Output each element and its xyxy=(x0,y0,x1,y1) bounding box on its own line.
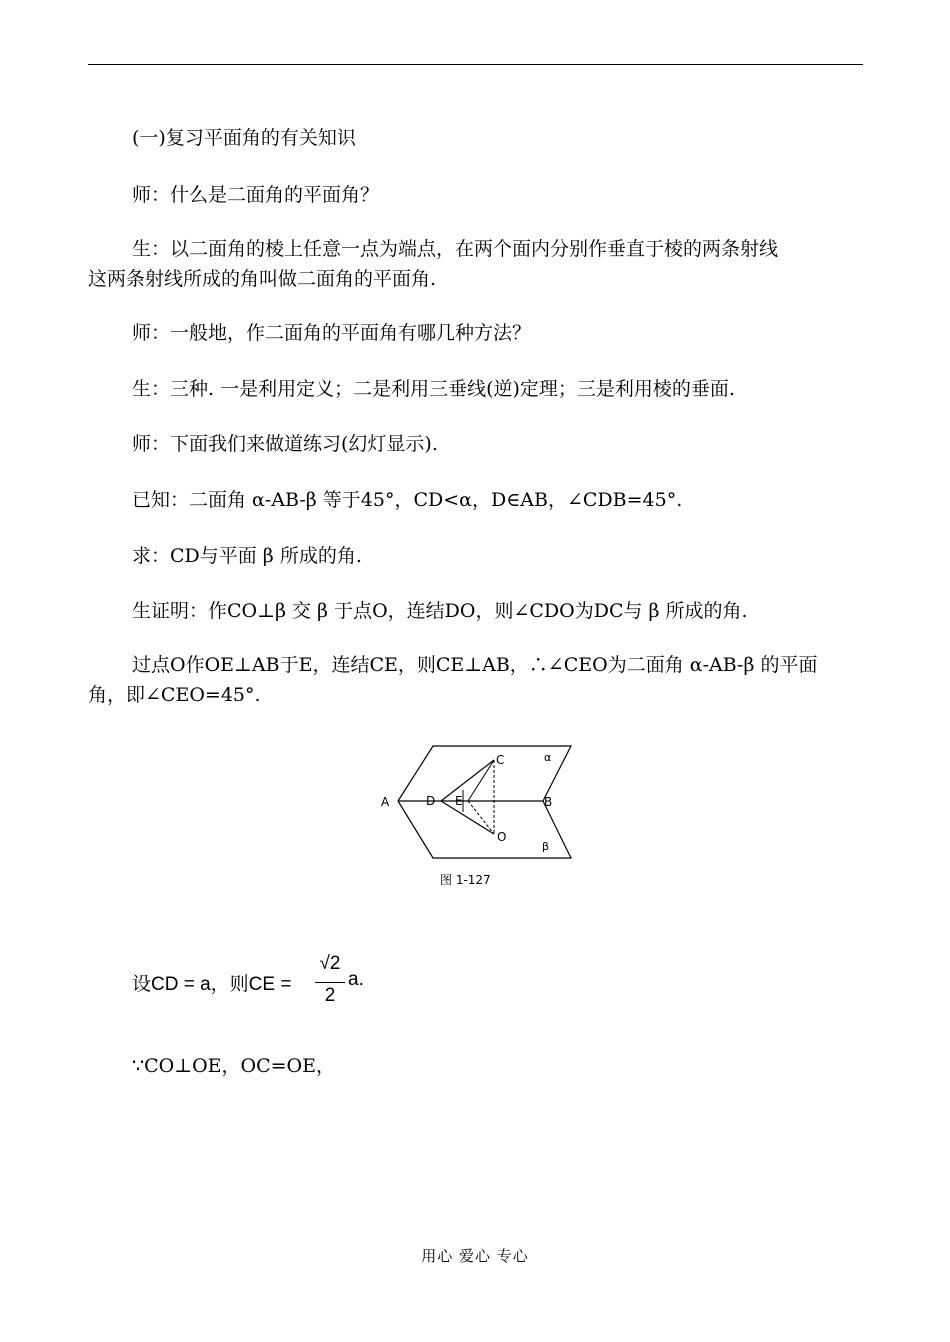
label-o: O xyxy=(497,830,507,844)
teacher-exercise-intro: 师：下面我们来做道练习(幻灯显示). xyxy=(132,433,438,455)
fraction-bar xyxy=(315,982,345,983)
label-alpha: α xyxy=(544,751,552,764)
label-a: A xyxy=(381,795,390,809)
segment-eo xyxy=(468,801,494,834)
given-statement: 已知：二面角 α-AB-β 等于45°，CD<α，D∈AB，∠CDB=45°. xyxy=(132,489,683,511)
proof-line-1: 生证明：作CO⊥β 交 β 于点O，连结DO，则∠CDO为DC与 β 所成的角. xyxy=(132,600,748,622)
label-beta: β xyxy=(542,840,550,853)
header-rule xyxy=(88,64,863,65)
segment-do xyxy=(441,801,494,834)
find-statement: 求：CD与平面 β 所成的角. xyxy=(132,545,362,567)
student-answer-1b: 这两条射线所成的角叫做二面角的平面角. xyxy=(88,268,437,290)
teacher-question-1: 师：什么是二面角的平面角？ xyxy=(132,184,380,206)
figure-caption: 图 1-127 xyxy=(440,873,491,887)
label-d: D xyxy=(426,794,436,808)
proof-line-2a: 过点O作OE⊥AB于E，连结CE，则CE⊥AB，∴∠CEO为二面角 α-AB-β 的平面 xyxy=(132,654,818,676)
formula-suffix: a. xyxy=(348,969,364,990)
dihedral-diagram xyxy=(376,742,576,892)
proof-line-2b: 角，即∠CEO=45°. xyxy=(88,684,261,706)
formula-prefix: 设CD = a，则CE = xyxy=(132,974,292,995)
fraction-numerator: √2 xyxy=(319,953,341,974)
student-answer-2: 生：三种. 一是利用定义；二是利用三垂线(逆)定理；三是利用棱的垂面. xyxy=(132,378,735,400)
label-e: E xyxy=(455,794,463,808)
fraction-denominator: 2 xyxy=(324,985,336,1006)
teacher-question-2: 师：一般地，作二面角的平面角有哪几种方法？ xyxy=(132,322,532,344)
student-answer-1a: 生：以二面角的棱上任意一点为端点，在两个面内分别作垂直于棱的两条射线 xyxy=(132,238,779,260)
label-b: B xyxy=(544,795,553,809)
page-footer: 用心 爱心 专心 xyxy=(421,1247,529,1265)
segment-ce xyxy=(468,760,494,801)
proof-line-3: ∵CO⊥OE，OC=OE， xyxy=(132,1055,335,1077)
segment-cd xyxy=(441,760,494,801)
label-c: C xyxy=(496,753,505,767)
figure-dihedral-angle xyxy=(376,742,576,892)
heading-review: (一)复习平面角的有关知识 xyxy=(132,127,356,149)
